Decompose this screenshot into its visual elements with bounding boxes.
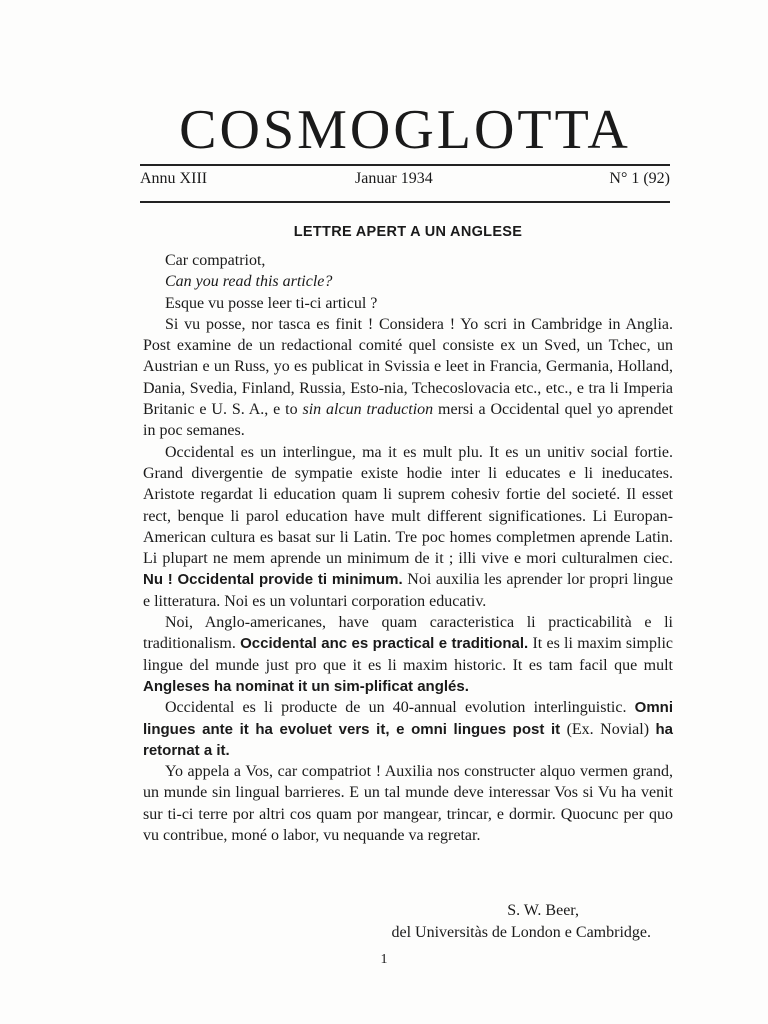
masthead-rule-bottom <box>140 201 670 203</box>
paragraph-1-end: mersi a Occidental quel yo aprendet in poc semanes. <box>143 401 674 440</box>
paragraph-2-bold: Nu ! Occidental provide ti minimum. <box>143 571 403 589</box>
paragraph-5: Yo appela a Vos, car compatriot ! Auxilia nos constructer alquo vermen grand, un munde sin lingual barrieres. E un tal munde deve interessar Vos si Vu ha venit sur ti-ci terre por altri cos quam por mangear, trincar, e dormir. Quocunc per quo vu contribue, moné o labor, vu nequande va regretar. <box>143 763 673 845</box>
masthead <box>140 98 670 187</box>
paragraph-4 <box>143 697 673 761</box>
page-number: 1 <box>380 952 388 967</box>
article-headline: LETTRE APERT A UN ANGLESE <box>293 224 523 240</box>
occidental-question: Esque vu posse leer ti-ci articul ? <box>165 294 378 312</box>
paragraph-4-paren: (Ex. Novial) <box>560 720 656 738</box>
paragraph-3-mid: It es li maxim simplic lingue del munde just pro que it es li maxim historic. It es tam facil que mult <box>143 635 673 674</box>
paragraph-4-bold-2: ha retornat a it. <box>143 720 673 759</box>
paragraph-4-bold: Omni lingues ante it ha evoluet vers it, e omni lingues post it <box>143 699 673 738</box>
volume-label: Annu XIII <box>140 170 208 187</box>
paragraph-3-bold-2: Angleses ha nominat it un sim-plificat anglés. <box>143 677 469 695</box>
article <box>143 224 674 941</box>
journal-title: COSMOGLOTTA <box>179 99 631 161</box>
masthead-rule-top <box>140 164 670 166</box>
signature-affiliation: del Universitàs de London e Cambridge. <box>391 924 651 941</box>
paragraph-1-text: Si vu posse, nor tasca es finit ! Considera ! Yo scri in Cambridge in Anglia. Post examine de un redactional comité quel consiste ex un Sved, un Tchec, un Austrian e un Russ, yo es publicat in Svissia e leet in Francia, Germania, Holland, Dania, Svedia, Finland, Russia, Esto-nia, Tchecoslovacia etc., etc., e tra li Imperia Britanic e U. S. A., e to <box>143 315 673 419</box>
paragraph-2-end: Noi auxilia les aprender lor propri lingue e litteratura. Noi es un voluntari corporation educativ. <box>143 571 674 610</box>
paragraph-3-text: Noi, Anglo-americanes, have quam caracteristica li practicabilità e li traditionalism. <box>143 614 673 653</box>
paragraph-2-text: Occidental es un interlingue, ma it es mult plu. It es un unitiv social fortie. Grand divergentie de sympatie existe hodie inter li educates e li ineducates. Aristote regardat li education quam li suprem cohesiv fortie del societé. Il esset rect, benque li parol education have mult different significationes. Li Europan-American cultura es basat sur li Latin. Tre poc homes completmen aprende Latin. Li plupart ne mem aprende un minimum de it ; illi vive e mori culturalmen ciec. <box>143 443 673 568</box>
paragraph-4-text: Occidental es li producte de un 40-annual evolution interlinguistic. <box>165 699 635 717</box>
paragraph-3 <box>143 612 673 697</box>
signature-name: S. W. Beer, <box>507 902 579 919</box>
paragraph-2 <box>143 442 673 612</box>
paragraph-1 <box>143 314 673 442</box>
greeting: Car compatriot, <box>165 252 266 269</box>
english-question: Can you read this article? <box>165 273 333 291</box>
issue-number: N° 1 (92) <box>609 170 670 187</box>
issue-line <box>140 170 670 194</box>
paragraph-3-bold: Occidental anc es practical e traditional. <box>240 635 529 653</box>
issue-date: Januar 1934 <box>355 170 433 187</box>
paragraph-1-italic: sin alcun traduction <box>302 401 434 419</box>
